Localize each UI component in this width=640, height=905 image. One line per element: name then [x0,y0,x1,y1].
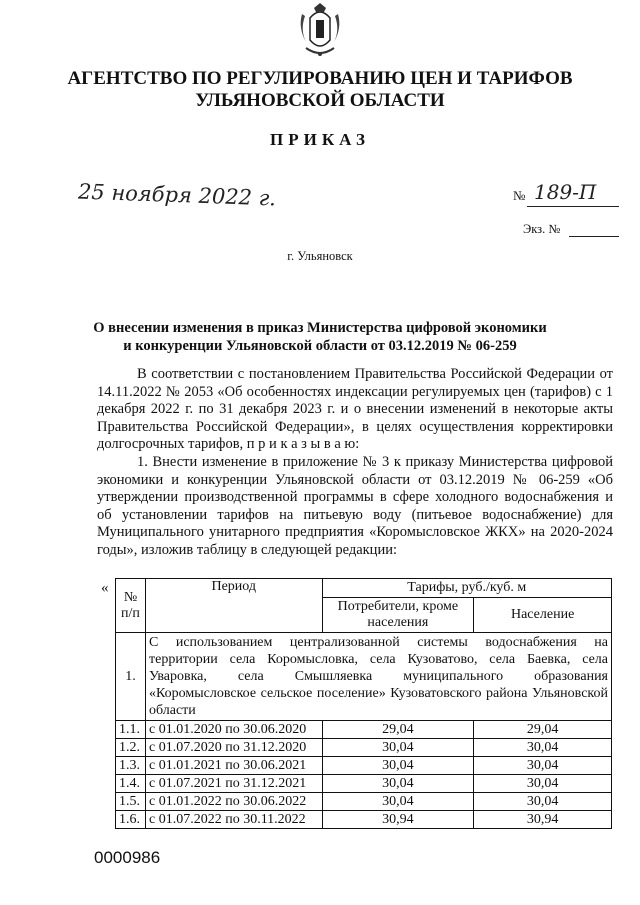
header-num: № п/п [116,579,146,633]
row-population: 29,04 [474,721,612,739]
tariff-table [115,578,612,829]
row-consumers: 30,04 [322,775,474,793]
table-row [116,811,612,829]
row-consumers: 30,04 [322,739,474,757]
row-num: 1.6. [116,811,146,829]
row-period: с 01.07.2021 по 31.12.2021 [145,775,322,793]
table-section-row [116,633,612,721]
document-serial-number: 0000986 [94,848,161,867]
row-consumers: 30,04 [322,757,474,775]
body-text [97,366,613,560]
header-population: Население [474,598,612,633]
agency-name-line1: АГЕНТСТВО ПО РЕГУЛИРОВАНИЮ ЦЕН И ТАРИФОВ [67,68,573,89]
city: г. Ульяновск [287,249,353,263]
row-period: с 01.07.2020 по 31.12.2020 [145,739,322,757]
row-population: 30,04 [474,757,612,775]
copy-number-blank [569,236,619,237]
row-num: 1.1. [116,721,146,739]
table-row [116,793,612,811]
agency-name-line2: УЛЬЯНОВСКОЙ ОБЛАСТИ [195,90,445,111]
coat-of-arms-emblem [296,2,344,60]
row-population: 30,94 [474,811,612,829]
row-consumers: 30,04 [322,793,474,811]
row-period: с 01.01.2020 по 30.06.2020 [145,721,322,739]
order-item-1-paragraph: 1. Внести изменение в приложение № 3 к приказу Министерства цифровой экономики и конкуренции Ульяновской области от 03.12.2019 № 06-259 «Об утверждении производственной программы в сфере холодного водоснабжения и об установлении тарифов на питьевую воду (питьевое водоснабжение) для Муниципального унитарного предприятия «Коромысловское ЖКХ» на 2020-2024 годы», изложив таблицу в следующей редакции: [97,453,613,558]
row-period: с 01.01.2022 по 30.06.2022 [145,793,322,811]
document-type-title: ПРИКАЗ [270,130,370,149]
copy-number-label: Экз. № [523,222,561,236]
number-underline [527,206,619,207]
table-row [116,739,612,757]
subject-line1: О внесении изменения в приказ Министерства цифровой экономики [93,320,547,336]
header-tariffs: Тарифы, руб./куб. м [322,579,611,598]
section-num: 1. [116,633,146,721]
header-consumers: Потребители, кроме населения [322,598,474,633]
header-period: Период [145,579,322,633]
table-row [116,775,612,793]
row-period: с 01.01.2021 по 30.06.2021 [145,757,322,775]
row-num: 1.2. [116,739,146,757]
row-num: 1.4. [116,775,146,793]
row-population: 30,04 [474,793,612,811]
table-opening-quote: « [101,580,109,596]
row-num: 1.3. [116,757,146,775]
subject-line2: и конкуренции Ульяновской области от 03.12.2019 № 06-259 [123,338,517,354]
handwritten-date: 25 ноября 2022 г. [77,179,277,211]
row-consumers: 30,94 [322,811,474,829]
section-description: С использованием централизованной системы водоснабжения на территории села Коромысловка, села Кузоватово, села Баевка, села Уваровка, села Смышляевка муниципального образования «Коромысловское сельское поселение» Кузоватовского района Ульяновской области [145,633,611,721]
row-population: 30,04 [474,739,612,757]
row-consumers: 29,04 [322,721,474,739]
table-header-row [116,579,612,598]
number-label: № [513,188,526,203]
handwritten-number: 189-П [534,180,597,204]
row-num: 1.5. [116,793,146,811]
row-period: с 01.07.2022 по 30.11.2022 [145,811,322,829]
preamble-paragraph: В соответствии с постановлением Правительства Российской Федерации от 14.11.2022 № 2053 «Об особенностях индексации регулируемых цен (тарифов) с 1 декабря 2022 г. по 31 декабря 2023 г. и о внесении изменений в некоторые акты Правительства Российской Федерации», в целях осуществления корректировки долгосрочных тарифов, п р и к а з ы в а ю: [97,366,613,453]
table-row [116,757,612,775]
table-row [116,721,612,739]
row-population: 30,04 [474,775,612,793]
